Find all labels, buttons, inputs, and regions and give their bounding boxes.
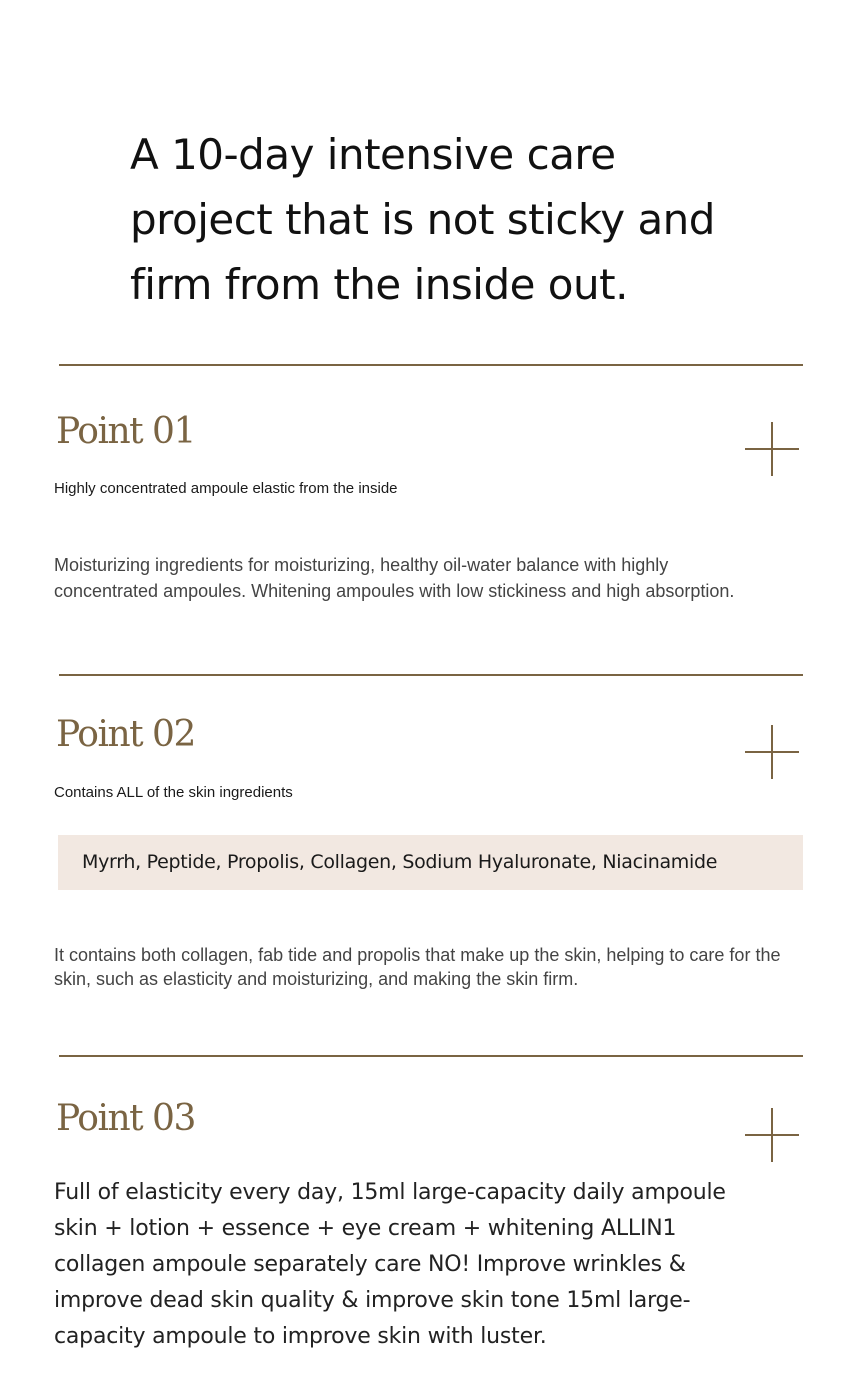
headline: A 10-day intensive care project that is not sticky and firm from the inside out. [130,130,715,309]
divider [59,364,803,366]
point-03-body: Full of elasticity every day, 15ml large-capacity daily ampoule skin + lotion + essence + eye cream + whitening ALLIN1 collagen ampoule separately care NO! Improve wrinkles & improve dead skin quality & improve skin tone 15ml large-capacity ampoule to improve skin with luster. [54,1180,726,1349]
point-02-title: Point 02 [56,714,195,755]
divider [59,674,803,676]
point-01-body: Moisturizing ingredients for moisturizing, healthy oil-water balance with highly concentrated ampoules. Whitening ampoules with low stickiness and high absorption. [54,555,735,601]
point-03-title: Point 03 [56,1098,195,1139]
point-01-subtitle: Highly concentrated ampoule elastic from the inside [54,480,398,497]
point-02-subtitle: Contains ALL of the skin ingredients [54,784,293,801]
plus-icon[interactable] [745,1108,799,1162]
divider [59,1055,803,1057]
plus-icon[interactable] [745,725,799,779]
point-01-title: Point 01 [56,411,195,452]
plus-icon[interactable] [745,422,799,476]
ingredient-band [58,835,803,890]
point-02-body: It contains both collagen, fab tide and propolis that make up the skin, helping to care for the skin, such as elasticity and moisturizing, and making the skin firm. [54,945,781,989]
ingredient-list: Myrrh, Peptide, Propolis, Collagen, Sodium Hyaluronate, Niacinamide [82,851,718,873]
